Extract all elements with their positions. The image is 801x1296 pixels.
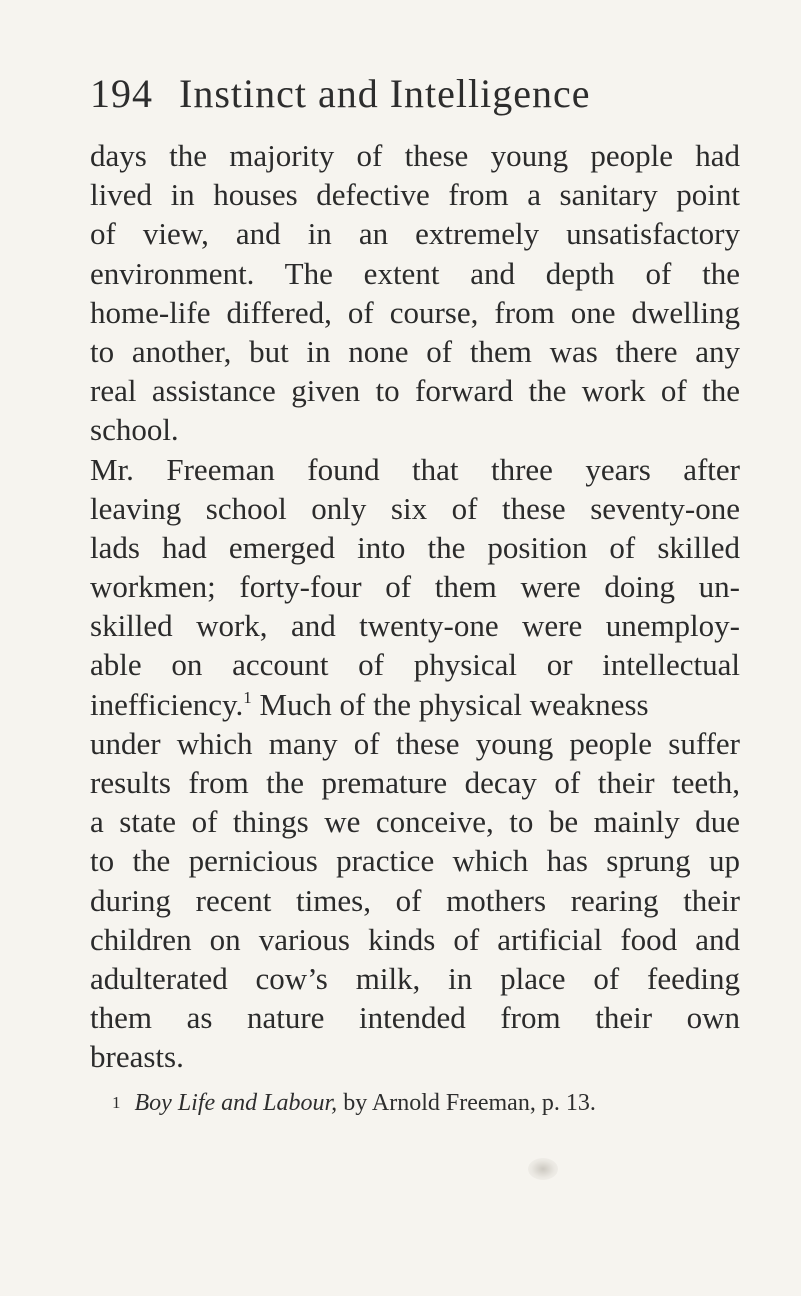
- text-line: real assistance given to forward the work of the: [90, 373, 740, 409]
- text-line: to the pernicious practice which has sprung up: [90, 843, 740, 879]
- text-line: school.: [90, 412, 179, 448]
- footnote-mark: 1: [112, 1093, 121, 1112]
- text-line: workmen; forty-four of them were doing un-: [90, 569, 740, 605]
- text-line: them as nature intended from their own: [90, 1000, 740, 1036]
- text-line-with-footnote: [90, 685, 740, 724]
- text-line: children on various kinds of artificial food and: [90, 921, 740, 957]
- text-line: during recent times, of mothers rearing their: [90, 882, 740, 918]
- text-line: lived in houses defective from a sanitary point: [90, 177, 740, 213]
- footnote-book-title: Boy Life and Labour,: [134, 1090, 338, 1116]
- text-line-start: inefficiency.: [90, 686, 244, 722]
- running-title: Instinct and Intelligence: [179, 71, 591, 116]
- page-header: [90, 70, 730, 126]
- text-line: home-life differed, of course, from one dwelling: [90, 294, 740, 330]
- text-line: a state of things we conceive, to be mainly due: [90, 804, 740, 840]
- text-line: breasts.: [90, 1039, 184, 1075]
- text-line: to another, but in none of them was there any: [90, 333, 740, 369]
- text-line: able on account of physical or intellectual: [90, 647, 740, 683]
- text-line-rest: Much of the physical weakness: [251, 686, 649, 722]
- text-line: skilled work, and twenty-one were unemploy-: [90, 608, 740, 644]
- footnote: [112, 1090, 752, 1117]
- page-number: 194: [90, 71, 153, 116]
- footnote-reference: 1: [243, 687, 252, 707]
- body-text: [90, 136, 740, 1077]
- text-line: lads had emerged into the position of skilled: [90, 529, 740, 565]
- footnote-citation: by Arnold Freeman, p. 13.: [337, 1090, 596, 1116]
- paper-smudge: [528, 1158, 558, 1180]
- text-line: results from the premature decay of their teeth,: [90, 765, 740, 800]
- text-line: leaving school only six of these seventy-one: [90, 490, 740, 526]
- text-line: environment. The extent and depth of the: [90, 255, 740, 291]
- text-line: Mr. Freeman found that three years after: [90, 451, 740, 487]
- text-line: days the majority of these young people had: [90, 138, 740, 173]
- text-line: under which many of these young people suffer: [90, 725, 740, 761]
- text-line: adulterated cow’s milk, in place of feeding: [90, 960, 740, 996]
- text-line: of view, and in an extremely unsatisfactory: [90, 216, 740, 252]
